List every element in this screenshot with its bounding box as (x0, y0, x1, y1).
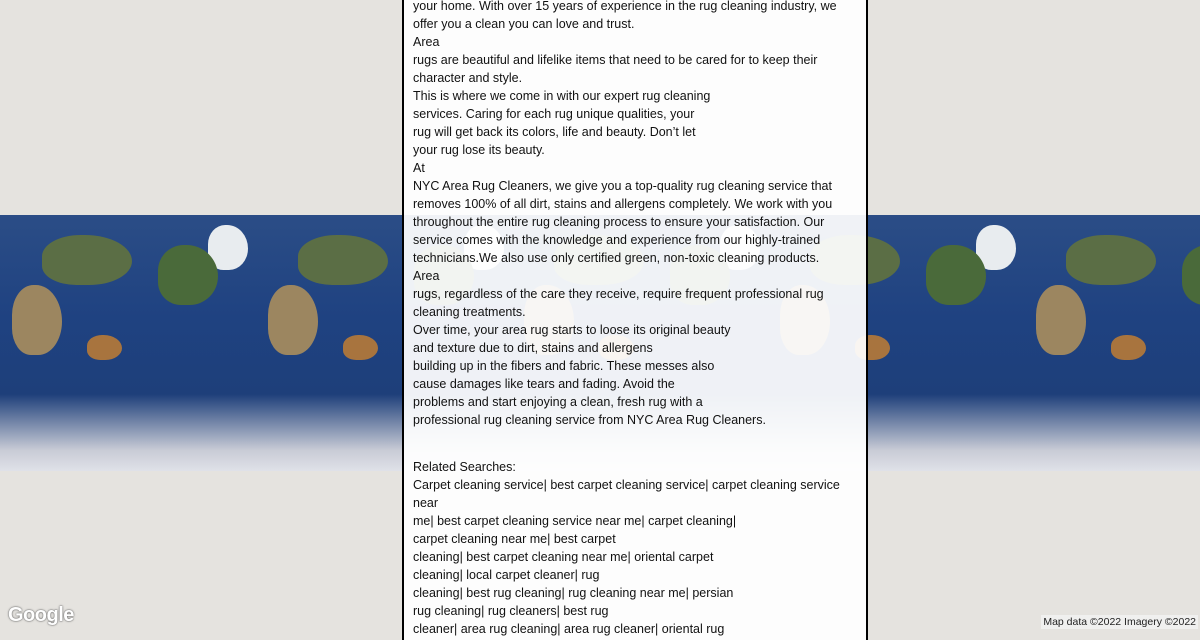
text-line: Over time, your area rug starts to loose its original beauty (413, 323, 731, 337)
google-logo[interactable]: Google (8, 604, 74, 626)
text-line: NYC Area Rug Cleaners, we give you a top-quality rug cleaning service that (413, 179, 832, 193)
text-line: removes 100% of all dirt, stains and allergens completely. We work with you (413, 197, 833, 211)
related-search-line: cleaning| local carpet cleaner| rug (413, 568, 600, 582)
map-attribution: Map data ©2022 Imagery ©2022 (1043, 616, 1196, 628)
text-line: cause damages like tears and fading. Avoid the (413, 377, 675, 391)
text-line: This is where we come in with our expert rug cleaning (413, 89, 711, 103)
text-line: Area (413, 35, 440, 49)
map-tile (0, 215, 148, 471)
text-line: technicians.We also use only certified green, non-toxic cleaning products. (413, 251, 820, 265)
text-line: your rug lose its beauty. (413, 143, 545, 157)
related-search-line: me| best carpet cleaning service near me| carpet cleaning| (413, 514, 737, 528)
text-line: Area (413, 269, 440, 283)
text-line: cleaning treatments. (413, 305, 526, 319)
related-search-line: cleaner| area rug cleaning| area rug cleaner| oriental rug (413, 622, 725, 636)
text-line: rugs are beautiful and lifelike items that need to be cared for to keep their (413, 53, 818, 67)
text-line: At (413, 161, 425, 175)
article-text (413, 0, 865, 638)
spacer (413, 429, 865, 458)
text-line: and texture due to dirt, stains and allergens (413, 341, 653, 355)
text-line: building up in the fibers and fabric. These messes also (413, 359, 715, 373)
text-line: offer you a clean you can love and trust. (413, 17, 635, 31)
related-search-line: near (413, 496, 439, 510)
related-search-line: cleaning| best rug cleaning| rug cleaning near me| persian (413, 586, 734, 600)
text-line: problems and start enjoying a clean, fresh rug with a (413, 395, 703, 409)
related-search-line: Carpet cleaning service| best carpet cleaning service| carpet cleaning service (413, 478, 840, 492)
related-search-line: carpet cleaning near me| best carpet (413, 532, 616, 546)
related-search-line: cleaning| best carpet cleaning near me| oriental carpet (413, 550, 714, 564)
related-search-line: rug cleaning| rug cleaners| best rug (413, 604, 609, 618)
related-searches-heading: Related Searches: (413, 460, 516, 474)
text-line: character and style. (413, 71, 523, 85)
text-line: rug will get back its colors, life and beauty. Don’t let (413, 125, 696, 139)
text-line: throughout the entire rug cleaning process to ensure your satisfaction. Our (413, 215, 825, 229)
text-line: rugs, regardless of the care they receive, require frequent professional rug (413, 287, 824, 301)
map-tile (1172, 215, 1200, 471)
text-line: professional rug cleaning service from NYC Area Rug Cleaners. (413, 413, 766, 427)
text-line: service comes with the knowledge and experience from our highly-trained (413, 233, 821, 247)
content-panel (402, 0, 868, 640)
text-line: your home. With over 15 years of experience in the rug cleaning industry, we (413, 0, 837, 13)
map-tile (148, 215, 404, 471)
text-line: services. Caring for each rug unique qualities, your (413, 107, 695, 121)
map-tile (916, 215, 1172, 471)
